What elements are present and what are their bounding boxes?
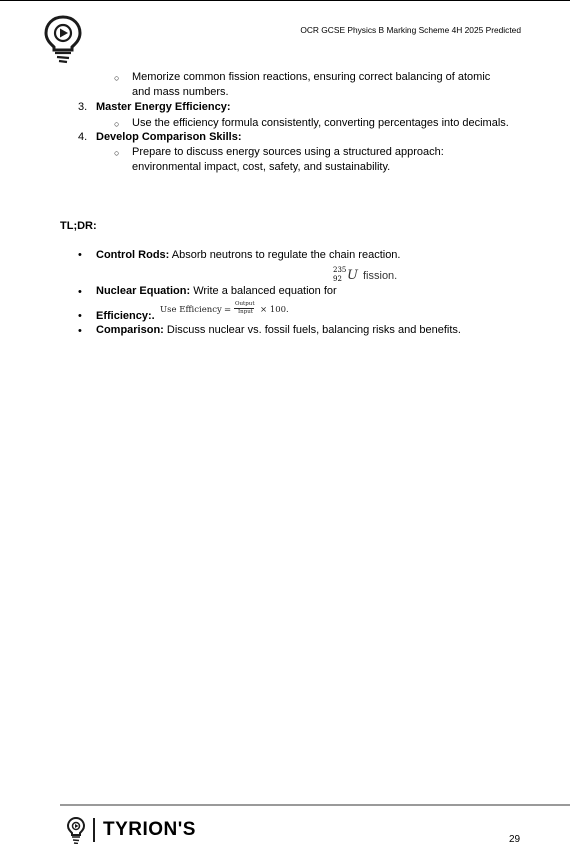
item-3-number: 3. [78,101,88,113]
efficiency-prefix: Use Efficiency [160,305,222,315]
memorize-line-1: Memorize common fission reactions, ensuring correct balancing of atomic [132,71,491,83]
nuclear-text: Write a balanced equation for [193,285,337,297]
item-4-title-text: Develop Comparison Skills: [96,131,242,143]
footer-separator [93,818,95,842]
circle-bullet-icon: ○ [114,119,120,129]
tldr-efficiency [96,310,155,324]
item-4-title [96,131,241,145]
uranium-suffix: fission. [363,270,398,282]
page-number: 29 [509,834,521,845]
bullet-dot-icon: • [78,249,82,261]
tldr-heading [60,220,97,234]
comparison-label: Comparison: [96,324,164,336]
efficiency-suffix: × 100. [260,305,289,315]
footer-divider [60,804,570,806]
tldr-control-rods [96,249,400,263]
efficiency-equals: = [224,305,232,315]
control-rods-label: Control Rods: [96,249,170,261]
tldr-comparison [96,324,461,338]
lightbulb-play-logo [34,11,92,64]
nuclear-label: Nuclear Equation: [96,285,191,297]
item-3-title-text: Master Energy Efficiency: [96,101,231,113]
circle-bullet-icon: ○ [114,148,120,158]
bullet-dot-icon: • [78,325,82,337]
memorize-line-2: and mass numbers. [132,86,229,98]
control-rods-text: Absorb neutrons to regulate the chain reaction. [171,249,401,261]
document-header-title: OCR GCSE Physics B Marking Scheme 4H 2025 Predicted [300,25,521,35]
footer-brand: TYRION'S [103,819,196,840]
uranium-atomic-number: 92 [333,275,342,283]
efficiency-numerator: Output [235,301,255,307]
circle-bullet-icon: ○ [114,73,120,83]
efficiency-denominator: Input [238,309,253,315]
item-3-title [96,101,231,115]
bullet-dot-icon: • [78,286,82,298]
item-4-number: 4. [78,131,88,143]
uranium-mass-number: 235 [333,266,347,274]
tldr-nuclear-equation [96,285,337,299]
lightbulb-logo-icon [66,816,86,844]
efficiency-label: Efficiency:. [96,310,155,322]
bullet-dot-icon: • [78,310,82,322]
tldr-heading-text: TL;DR: [60,220,97,232]
uranium-symbol: U [347,268,358,283]
item-4-sub-line-1: Prepare to discuss energy sources using a structured approach: [132,146,444,158]
top-border [0,0,570,1]
comparison-text: Discuss nuclear vs. fossil fuels, balancing risks and benefits. [166,324,461,336]
item-4-sub-line-2: environmental impact, cost, safety, and sustainability. [132,161,391,173]
item-3-sub: Use the efficiency formula consistently, converting percentages into decimals. [132,117,509,129]
